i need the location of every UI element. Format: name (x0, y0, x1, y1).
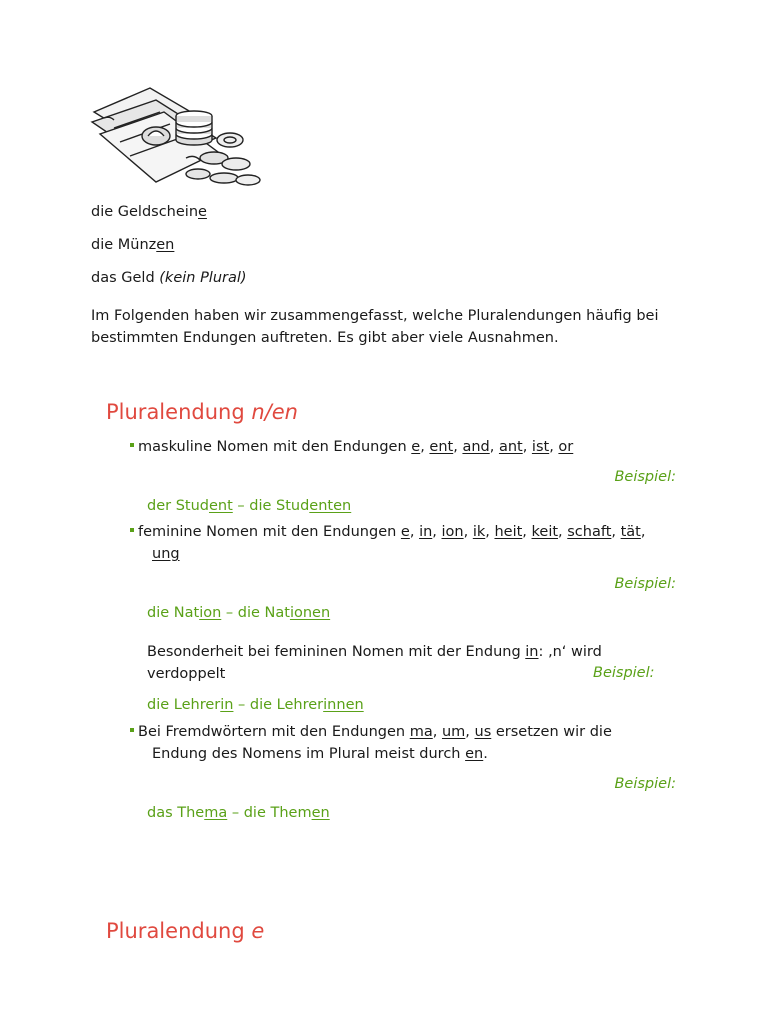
vocab-word: das Geld (91, 270, 155, 286)
bullet-icon (130, 728, 134, 732)
section-heading-n-en: Pluralendung n/en (106, 400, 298, 424)
bullet-icon (130, 443, 134, 447)
beispiel-label: Beispiel: (593, 665, 655, 681)
example-student: der Student – die Studenten (147, 498, 352, 514)
example-lehrerin: die Lehrerin – die Lehrerinnen (147, 697, 364, 713)
vocab-geld (91, 267, 247, 289)
bullet-icon (130, 528, 134, 532)
vocab-word: die Geldschein (91, 204, 199, 220)
bullet-item-maskulin: maskuline Nomen mit den Endungen e, ent, and, ant, ist, or (130, 436, 573, 458)
beispiel-label: Beispiel: (614, 576, 676, 592)
vocab-word: die Münz (91, 237, 157, 253)
example-nation: die Nation – die Nationen (147, 605, 331, 621)
bullet-item-fremdwoerter-cont: Endung des Nomens im Plural meist durch en. (152, 746, 488, 762)
example-thema: das Thema – die Themen (147, 805, 330, 821)
section-heading-e: Pluralendung e (106, 919, 265, 943)
money-stack-icon (90, 82, 262, 190)
beispiel-label: Beispiel: (614, 776, 676, 792)
money-illustration (90, 82, 262, 190)
intro-paragraph: Im Folgenden haben wir zusammengefasst, welche Pluralendungen häufig bei bestimmten Endungen auftreten. Es gibt aber viele Ausnahmen. (91, 308, 659, 346)
vocab-ending: e (198, 204, 207, 220)
beispiel-label: Beispiel: (614, 469, 676, 485)
vocab-ending: en (156, 237, 175, 253)
vocab-note: (kein Plural) (159, 270, 247, 286)
vocab-muenzen (91, 234, 174, 256)
vocab-geldscheine (91, 201, 207, 223)
besonderheit-line2: verdoppelt (147, 666, 226, 682)
bullet-item-feminin: feminine Nomen mit den Endungen e, in, ion, ik, heit, keit, schaft, tät, (130, 521, 645, 543)
bullet-item-fremdwoerter: Bei Fremdwörtern mit den Endungen ma, um, us ersetzen wir die (130, 721, 612, 743)
besonderheit-line1: Besonderheit bei femininen Nomen mit der Endung in: ‚n‘ wird (147, 644, 602, 660)
bullet-item-feminin-cont: ung (152, 546, 180, 562)
